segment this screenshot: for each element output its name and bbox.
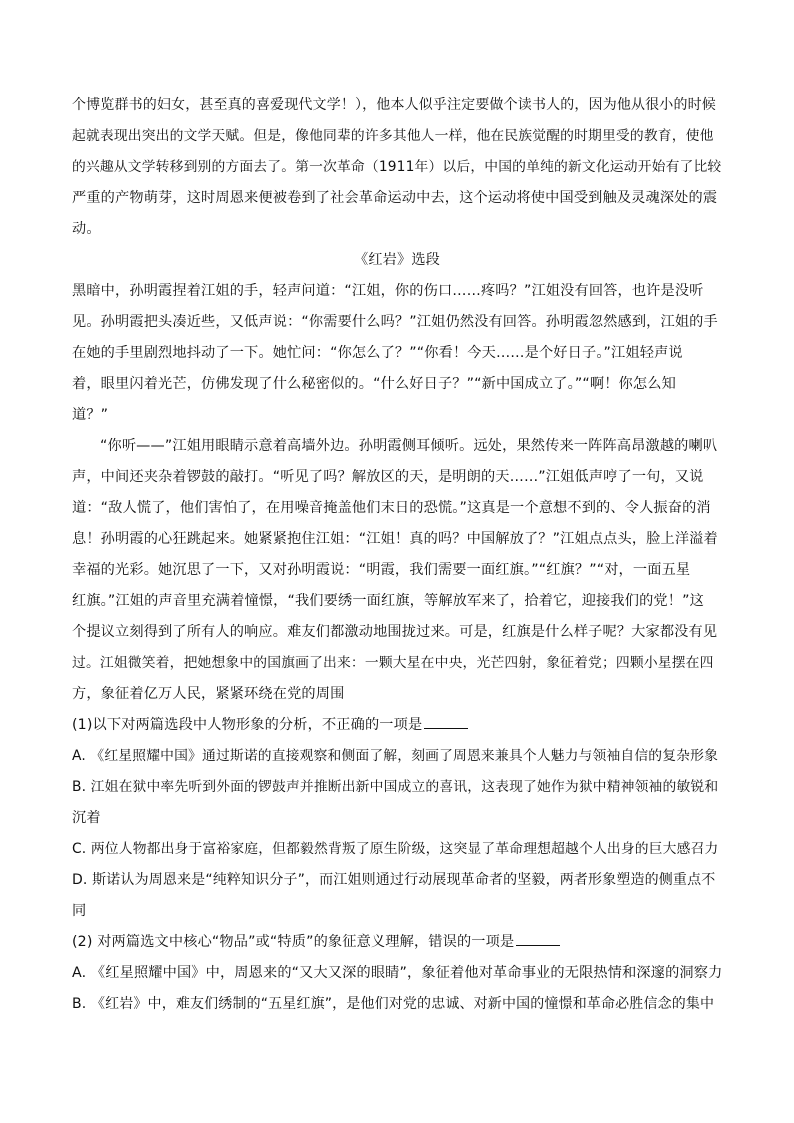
passage-line: 过。江姐微笑着，把她想象中的国旗画了出来：一颗大星在中央，光芒四射，象征着党；四颗小星摆在四 [72, 655, 714, 671]
question-2-option-b: B. 《红岩》中，难友们绣制的“五星红旗”，是他们对党的忠诚、对新中国的憧憬和革命必胜信念的集中 [72, 996, 715, 1012]
passage-line: 黑暗中，孙明霞捏着江姐的手，轻声问道：“江姐，你的伤口……疼吗？”江姐没有回答，也许是没听 [72, 283, 704, 299]
passage-line: 红旗。”江姐的声音里充满着憧憬，“我们要绣一面红旗，等解放军来了，拾着它，迎接我们的党！”这 [72, 593, 704, 609]
document-page [72, 90, 722, 1020]
question-2-stem [72, 927, 722, 958]
question-1-option-d-cont: 同 [72, 903, 87, 919]
passage-line: 个博览群书的妇女，甚至真的喜爱现代文学！），他本人似乎注定要做个读书人的，因为他从很小的时候 [72, 97, 716, 113]
passage-line: 动。 [72, 221, 101, 237]
passage-line: 起就表现出突出的文学天赋。但是，像他同辈的许多其他人一样，他在民族觉醒的时期里受的教育，使他 [72, 128, 714, 144]
passage-line: 见。孙明霞把头凑近些，又低声说：“你需要什么吗？”江姐仍然没有回答。孙明霞忽然感到，江姐的手 [72, 314, 718, 330]
passage-line: 个提议立刻得到了所有人的响应。难友们都激动地围拢过来。可是，红旗是什么样子呢？大家都没有见 [72, 624, 718, 640]
question-1-option-d: D. 斯诺认为周恩来是“纯粹知识分子”，而江姐则通过行动展现革命者的坚毅，两者形象塑造的侧重点不 [72, 872, 716, 888]
question-1-option-c: C. 两位人物都出身于富裕家庭，但都毅然背叛了原生阶级，这突显了革命理想超越个人出身的巨大感召力 [72, 841, 719, 857]
question-1-text: (1)以下对两篇选段中人物形象的分析，不正确的一项是 [72, 717, 423, 733]
question-1-option-b: B. 江姐在狱中率先听到外面的锣鼓声并推断出新中国成立的喜讯，这表现了她作为狱中精神领袖的敏锐和 [72, 779, 719, 795]
passage-line: 幸福的光彩。她沉思了一下，又对孙明霞说：“明霞，我们需要一面红旗。”“红旗？”“对，一面五星 [72, 562, 691, 578]
passage-line: 道：“敌人慌了，他们害怕了，在用噪音掩盖他们末日的恐慌。”这真是一个意想不到的、令人振奋的消 [72, 500, 711, 516]
answer-blank[interactable] [424, 714, 468, 729]
passage-line: 声，中间还夹杂着锣鼓的敲打。“听见了吗？解放区的天，是明朗的天……”江姐低声哼了一句，又说 [72, 469, 704, 485]
passage-line: 在她的手里剧烈地抖动了一下。她忙问：“你怎么了？”“你看！今天……是个好日子。”江姐轻声说 [72, 345, 683, 361]
passage-line: 息！孙明霞的心狂跳起来。她紧紧抱住江姐：“江姐！真的吗？中国解放了？”江姐点点头，脸上洋溢着 [72, 531, 718, 547]
answer-blank[interactable] [516, 931, 560, 946]
passage-line: 方，象征着亿万人民，紧紧环绕在党的周围 [72, 686, 345, 702]
question-1-option-a: A. 《红星照耀中国》通过斯诺的直接观察和侧面了解，刻画了周恩来兼具个人魅力与领袖自信的复杂形象 [72, 748, 719, 764]
passage-line: 着，眼里闪着光芒，仿佛发现了什么秘密似的。“什么好日子？”“新中国成立了。”“啊！你怎么知 [72, 376, 676, 392]
question-1-stem [72, 710, 722, 741]
question-1-option-b-cont: 沉着 [72, 810, 101, 826]
question-2-text: (2) 对两篇选文中核心“物品”或“特质”的象征意义理解，错误的一项是 [72, 934, 515, 950]
section-title: 《红岩》选段 [353, 252, 441, 268]
question-2-option-a: A. 《红星照耀中国》中，周恩来的“又大又深的眼睛”，象征着他对革命事业的无限热情和深邃的洞察力 [72, 965, 723, 981]
passage-line: 的兴趣从文学转移到别的方面去了。第一次革命（1911年）以后，中国的单纯的新文化运动开始有了比较 [72, 159, 722, 175]
passage-line: “你听——”江姐用眼睛示意着高墙外边。孙明霞侧耳倾听。远处，果然传来一阵阵高昂激越的喇叭 [100, 438, 718, 454]
passage-line: 严重的产物萌芽，这时周恩来便被卷到了社会革命运动中去，这个运动将使中国受到触及灵魂深处的震 [72, 190, 718, 206]
passage-line: 道？” [72, 407, 109, 423]
